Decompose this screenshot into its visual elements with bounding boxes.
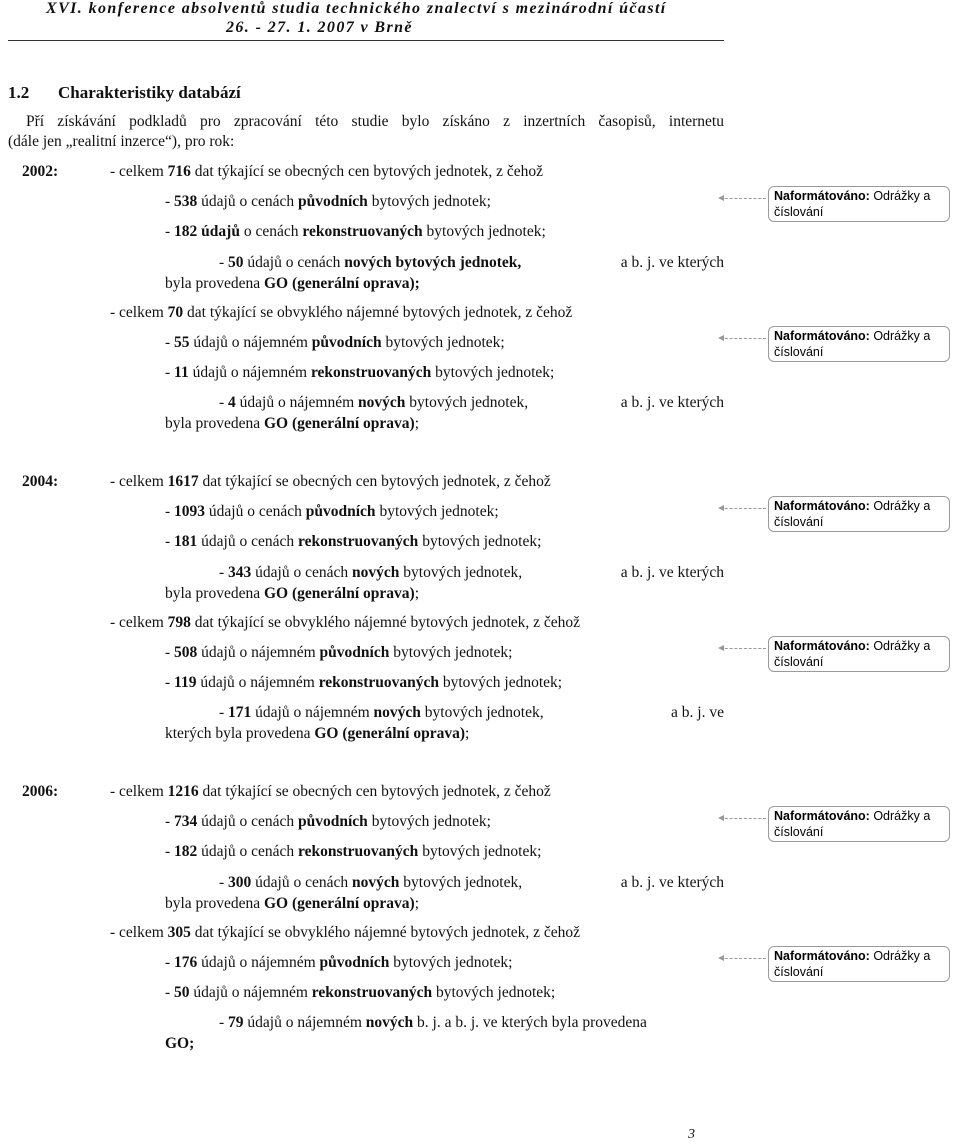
year-label-2006: 2006:: [22, 783, 59, 800]
item-2004-total-rent: - celkem 798 dat týkající se obvyklého nájemné bytových jednotek, z čehož: [110, 614, 581, 631]
item-2002-reconstructed-prices: - 182 údajů o cenách rekonstruovaných bytových jednotek;: [165, 223, 546, 240]
item-2002-original-rent: - 55 údajů o nájemném původních bytových jednotek;: [165, 334, 505, 351]
item-2006-new-prices: - 300 údajů o cenách nových bytových jednotek, a b. j. ve kterých: [219, 874, 724, 891]
section-number: 1.2: [8, 83, 30, 102]
intro-line1: Pří získávání podkladů pro zpracování této studie bylo získáno z inzertních časopisů, internetu: [26, 113, 724, 130]
item-2002-new-rent-cont: byla provedena GO (generální oprava);: [165, 415, 419, 432]
item-2004-new-rent-cont: kterých byla provedena GO (generální oprava);: [165, 725, 470, 742]
comment-connector: [720, 198, 766, 199]
comment-connector: [720, 648, 766, 649]
item-2004-new-rent: - 171 údajů o nájemném nových bytových jednotek, a b. j. ve: [219, 704, 724, 721]
header-rule: [8, 40, 724, 41]
item-2002-total-prices: - celkem 716 dat týkající se obecných cen bytových jednotek, z čehož: [110, 163, 543, 180]
item-2002-total-rent: - celkem 70 dat týkající se obvyklého nájemné bytových jednotek, z čehož: [110, 304, 573, 321]
year-label-2002: 2002:: [22, 163, 59, 180]
item-2006-new-rent-cont: GO;: [165, 1035, 195, 1052]
item-2004-reconstructed-rent: - 119 údajů o nájemném rekonstruovaných bytových jednotek;: [165, 674, 563, 691]
format-comment-balloon[interactable]: Naformátováno: Odrážky a číslování: [768, 186, 950, 222]
item-2006-total-prices: - celkem 1216 dat týkající se obecných cen bytových jednotek, z čehož: [110, 783, 551, 800]
item-2004-new-prices-cont: byla provedena GO (generální oprava);: [165, 585, 419, 602]
item-2002-new-prices-cont: byla provedena GO (generální oprava);: [165, 275, 420, 292]
item-2004-new-prices: - 343 údajů o cenách nových bytových jednotek, a b. j. ve kterých: [219, 564, 724, 581]
section-title: Charakteristiky databází: [58, 83, 241, 102]
comment-connector: [720, 338, 766, 339]
format-comment-balloon[interactable]: Naformátováno: Odrážky a číslování: [768, 946, 950, 982]
item-2006-total-rent: - celkem 305 dat týkající se obvyklého nájemné bytových jednotek, z čehož: [110, 924, 581, 941]
item-2006-original-prices: - 734 údajů o cenách původních bytových jednotek;: [165, 813, 491, 830]
item-2006-reconstructed-prices: - 182 údajů o cenách rekonstruovaných bytových jednotek;: [165, 843, 542, 860]
intro-paragraph: [8, 113, 724, 151]
comment-connector: [720, 818, 766, 819]
item-2002-new-rent: - 4 údajů o nájemném nových bytových jednotek, a b. j. ve kterých: [219, 394, 724, 411]
item-2002-original-prices: - 538 údajů o cenách původních bytových jednotek;: [165, 193, 491, 210]
item-2006-new-rent: - 79 údajů o nájemném nových b. j. a b. j. ve kterých byla provedena: [219, 1014, 647, 1031]
intro-line2: (dále jen „realitní inzerce“), pro rok:: [8, 133, 235, 150]
year-label-2004: 2004:: [22, 473, 59, 490]
item-2002-new-prices: - 50 údajů o cenách nových bytových jednotek, a b. j. ve kterých: [219, 254, 724, 271]
item-2006-reconstructed-rent: - 50 údajů o nájemném rekonstruovaných bytových jednotek;: [165, 984, 556, 1001]
item-2004-reconstructed-prices: - 181 údajů o cenách rekonstruovaných bytových jednotek;: [165, 533, 542, 550]
item-2006-new-prices-cont: byla provedena GO (generální oprava);: [165, 895, 419, 912]
conference-header-line2: 26. - 27. 1. 2007 v Brně: [226, 19, 413, 36]
format-comment-balloon[interactable]: Naformátováno: Odrážky a číslování: [768, 806, 950, 842]
comment-connector: [720, 508, 766, 509]
format-comment-balloon[interactable]: Naformátováno: Odrážky a číslování: [768, 326, 950, 362]
item-2004-original-prices: - 1093 údajů o cenách původních bytových jednotek;: [165, 503, 499, 520]
format-comment-balloon[interactable]: Naformátováno: Odrážky a číslování: [768, 636, 950, 672]
item-2006-original-rent: - 176 údajů o nájemném původních bytových jednotek;: [165, 954, 513, 971]
comment-connector: [720, 958, 766, 959]
format-comment-balloon[interactable]: Naformátováno: Odrážky a číslování: [768, 496, 950, 532]
item-2002-reconstructed-rent: - 11 údajů o nájemném rekonstruovaných bytových jednotek;: [165, 364, 555, 381]
item-2004-original-rent: - 508 údajů o nájemném původních bytových jednotek;: [165, 644, 513, 661]
page-number: 3: [688, 1127, 695, 1142]
conference-header-line1: XVI. konference absolventů studia technického znalectví s mezinárodní účastí: [46, 0, 667, 17]
item-2004-total-prices: - celkem 1617 dat týkající se obecných cen bytových jednotek, z čehož: [110, 473, 551, 490]
